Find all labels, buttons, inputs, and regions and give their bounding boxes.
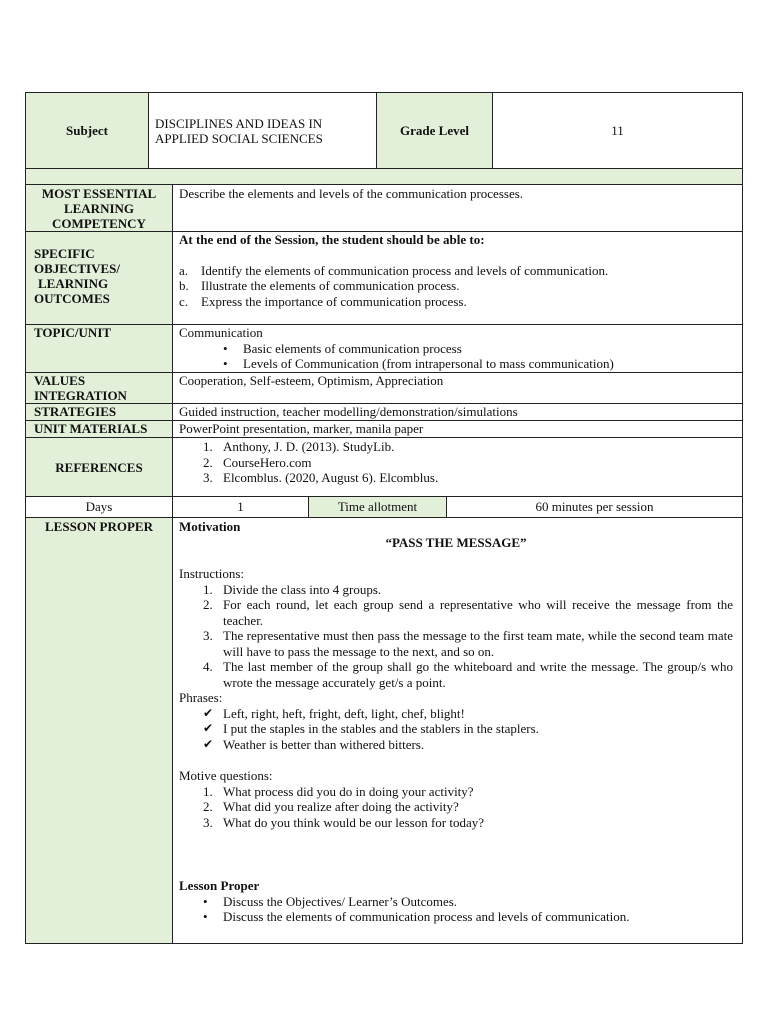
- list-item: [203, 784, 733, 800]
- list-item: [203, 470, 734, 486]
- item-text: What process did you do in doing your activity?: [223, 783, 474, 799]
- item-marker: 3.: [203, 628, 213, 643]
- grade-level-value: 11: [493, 93, 743, 170]
- objectives-content: [173, 232, 743, 325]
- materials-text: PowerPoint presentation, marker, manila paper: [173, 421, 743, 438]
- item-marker: b.: [179, 278, 189, 293]
- item-text: Weather is better than withered bitters.: [223, 736, 425, 752]
- list-item: • Discuss the Objectives/ Learner’s Outcomes.: [203, 894, 733, 910]
- checkmark-icon: ✔: [203, 736, 214, 751]
- item-marker: 3.: [203, 470, 213, 485]
- topic-label: TOPIC/UNIT: [26, 325, 173, 373]
- item-text: Anthony, J. D. (2013). StudyLib.: [223, 439, 395, 454]
- item-marker: 1.: [203, 783, 213, 799]
- schedule-row: [26, 497, 743, 518]
- list-item: [179, 278, 734, 294]
- subject-label: Subject: [26, 93, 149, 170]
- values-row: [26, 373, 743, 404]
- motive-questions-heading: Motive questions:: [179, 768, 273, 783]
- subject-value-line2: APPLIED SOCIAL SCIENCES: [155, 131, 323, 146]
- item-marker: 1.: [203, 439, 213, 454]
- lesson-proper-list: [179, 894, 733, 925]
- item-text: Illustrate the elements of communication process.: [201, 278, 460, 293]
- lesson-proper-heading: Lesson Proper: [179, 878, 260, 893]
- grade-level-label: Grade Level: [377, 93, 493, 170]
- phrases-list: [179, 706, 733, 753]
- item-text: The representative must then pass the message to the first team mate, while the second team mate will have to pass the message to the next, and so on.: [223, 628, 733, 659]
- melc-row: [26, 185, 743, 232]
- melc-label-line2: LEARNING: [63, 201, 135, 216]
- melc-label-line3: COMPETENCY: [52, 216, 146, 231]
- item-text: The last member of the group shall go the whiteboard and write the message. The group/s who wrote the message accurately get/s a point.: [223, 659, 733, 690]
- objectives-row: [26, 232, 743, 325]
- topic-content: [173, 325, 743, 373]
- list-item: [203, 455, 734, 471]
- objectives-label: [26, 232, 173, 325]
- item-text: Elcomblus. (2020, August 6). Elcomblus.: [223, 470, 439, 485]
- list-item: [203, 737, 733, 753]
- item-text: CourseHero.com: [223, 454, 312, 470]
- checkmark-icon: ✔: [203, 705, 214, 720]
- list-item: • Basic elements of communication process: [223, 341, 734, 357]
- melc-label: [26, 185, 173, 232]
- list-item: [203, 582, 733, 598]
- objectives-intro: At the end of the Session, the student should be able to:: [179, 232, 485, 247]
- materials-row: [26, 421, 743, 438]
- item-marker: 1.: [203, 581, 213, 597]
- subject-value: [149, 93, 377, 170]
- values-label-line1: VALUES: [34, 373, 86, 388]
- lesson-row: [26, 518, 743, 944]
- references-label: REFERENCES: [26, 438, 173, 497]
- item-marker: 3.: [203, 814, 213, 830]
- list-item: [203, 721, 733, 737]
- melc-text: Describe the elements and levels of the communication processes.: [173, 185, 743, 232]
- objectives-list: [179, 263, 734, 310]
- motivation-heading: Motivation: [179, 519, 241, 534]
- list-item: • Levels of Communication (from intrapersonal to mass communication): [223, 356, 734, 372]
- melc-label-line1: MOST ESSENTIAL: [41, 186, 157, 201]
- list-item: [203, 815, 733, 831]
- topic-row: [26, 325, 743, 373]
- item-text: For each round, let each group send a representative who will receive the message from the teacher.: [223, 597, 733, 628]
- objectives-label-line3: LEARNING: [38, 276, 109, 291]
- lesson-plan-table: [25, 168, 743, 944]
- topic-title: Communication: [179, 325, 263, 340]
- activity-title: “PASS THE MESSAGE”: [385, 534, 527, 550]
- spacer-row: [26, 169, 743, 185]
- list-item: [203, 439, 734, 455]
- header-table: [25, 92, 743, 170]
- list-item: [179, 294, 734, 310]
- list-item: [203, 706, 733, 722]
- time-allotment-value: 60 minutes per session: [447, 497, 743, 518]
- item-marker: c.: [179, 293, 189, 309]
- values-label-line2: INTEGRATION: [34, 388, 127, 403]
- lesson-content: [173, 518, 743, 944]
- instructions-list: [179, 582, 733, 691]
- list-item: [203, 659, 733, 690]
- item-marker: a.: [179, 262, 189, 278]
- references-row: [26, 438, 743, 497]
- item-marker: 2.: [203, 454, 213, 470]
- list-item: [179, 263, 734, 279]
- references-content: [173, 438, 743, 497]
- motive-questions-list: [179, 784, 733, 831]
- values-label: [26, 373, 173, 404]
- item-text: Identify the elements of communication process and levels of communication.: [201, 262, 609, 278]
- item-text: I put the staples in the stables and the stablers in the staplers.: [223, 721, 539, 736]
- materials-label: UNIT MATERIALS: [26, 421, 173, 438]
- values-text: Cooperation, Self-esteem, Optimism, Appreciation: [173, 373, 743, 404]
- strategies-label: STRATEGIES: [26, 404, 173, 421]
- list-item: [203, 799, 733, 815]
- objectives-label-line1: SPECIFIC: [34, 246, 95, 261]
- subject-value-line1: DISCIPLINES AND IDEAS IN: [155, 116, 323, 131]
- list-item: [203, 597, 733, 628]
- item-text: Left, right, heft, fright, deft, light, chef, blight!: [223, 705, 465, 721]
- item-marker: 2.: [203, 799, 213, 814]
- list-item: • Discuss the elements of communication process and levels of communication.: [203, 909, 733, 925]
- days-label: Days: [26, 497, 173, 518]
- objectives-label-line4: OUTCOMES: [34, 291, 110, 306]
- list-item: [203, 628, 733, 659]
- checkmark-icon: ✔: [203, 721, 214, 735]
- lesson-proper-label: LESSON PROPER: [26, 518, 173, 944]
- days-value: 1: [173, 497, 309, 518]
- references-list: [179, 439, 734, 486]
- topic-list: [179, 341, 734, 372]
- item-text: What did you realize after doing the activity?: [223, 799, 459, 814]
- spacer-cell: [26, 169, 743, 185]
- item-marker: 4.: [203, 659, 213, 674]
- item-text: Divide the class into 4 groups.: [223, 581, 382, 597]
- time-allotment-label: Time allotment: [309, 497, 447, 518]
- item-marker: 2.: [203, 597, 213, 612]
- item-text: Express the importance of communication process.: [201, 293, 467, 309]
- instructions-heading: Instructions:: [179, 566, 244, 581]
- strategies-row: [26, 404, 743, 421]
- objectives-label-line2: OBJECTIVES/: [34, 261, 120, 276]
- item-text: What do you think would be our lesson for today?: [223, 814, 485, 830]
- strategies-text: Guided instruction, teacher modelling/demonstration/simulations: [173, 404, 743, 421]
- phrases-heading: Phrases:: [179, 690, 223, 705]
